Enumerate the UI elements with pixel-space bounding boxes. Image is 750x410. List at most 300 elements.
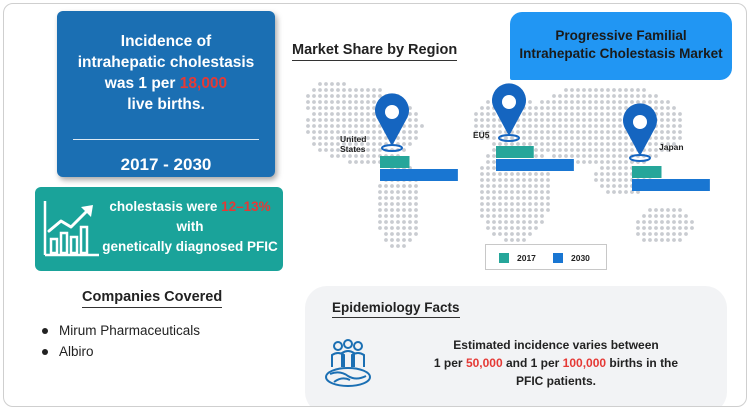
map-dot [636, 226, 640, 230]
map-dot [546, 106, 550, 110]
map-dot [594, 130, 598, 134]
map-dot [564, 94, 568, 98]
map-dot [330, 148, 334, 152]
map-dot [624, 166, 628, 170]
map-dot [624, 148, 628, 152]
epidemiology-text [388, 336, 724, 390]
map-dot [600, 88, 604, 92]
map-dot [648, 232, 652, 236]
divider [73, 139, 259, 140]
map-dot [666, 106, 670, 110]
map-dot [606, 190, 610, 194]
map-dot [366, 142, 370, 146]
map-dot [366, 106, 370, 110]
map-dot [606, 130, 610, 134]
map-dot [624, 136, 628, 140]
map-dot [522, 190, 526, 194]
map-dot [510, 172, 514, 176]
map-dot [660, 124, 664, 128]
map-dot [366, 88, 370, 92]
map-dot [498, 214, 502, 218]
map-dot [498, 202, 502, 206]
map-dot [312, 130, 316, 134]
map-dot [528, 172, 532, 176]
map-dot [540, 196, 544, 200]
map-dot [612, 136, 616, 140]
map-dot [312, 88, 316, 92]
map-dot [378, 88, 382, 92]
map-dot [618, 100, 622, 104]
map-dot [588, 154, 592, 158]
map-dot [684, 214, 688, 218]
map-dot [606, 166, 610, 170]
map-dot [546, 202, 550, 206]
map-dot [486, 154, 490, 158]
map-dot [648, 100, 652, 104]
map-dot [666, 238, 670, 242]
map-dot [384, 214, 388, 218]
chart-legend [485, 244, 607, 270]
map-dot [648, 94, 652, 98]
map-dot [570, 88, 574, 92]
map-dot [414, 214, 418, 218]
map-dot [408, 220, 412, 224]
map-dot [612, 166, 616, 170]
map-dot [618, 178, 622, 182]
map-dot [414, 220, 418, 224]
map-dot [504, 142, 508, 146]
map-dot [522, 184, 526, 188]
map-dot [672, 226, 676, 230]
map-dot [324, 148, 328, 152]
map-dot [336, 118, 340, 122]
map-dot [552, 154, 556, 158]
map-dot [516, 124, 520, 128]
map-dot [624, 94, 628, 98]
map-dot [378, 130, 382, 134]
map-dot [546, 184, 550, 188]
map-dot [534, 202, 538, 206]
map-dot [588, 148, 592, 152]
map-dot [600, 184, 604, 188]
map-dot [552, 94, 556, 98]
map-dot [480, 196, 484, 200]
map-dot [594, 172, 598, 176]
incidence-value: 18,000 [179, 75, 228, 92]
map-dot [600, 178, 604, 182]
map-dot [318, 130, 322, 134]
map-dot [564, 130, 568, 134]
map-dot [324, 94, 328, 98]
map-dot [612, 118, 616, 122]
map-dot [606, 94, 610, 98]
legend-swatch-2017 [499, 253, 509, 263]
map-dot [414, 190, 418, 194]
map-dot [324, 100, 328, 104]
map-dot [540, 106, 544, 110]
map-dot [600, 172, 604, 176]
population-icon [322, 339, 374, 389]
map-dot [516, 208, 520, 212]
map-dot [510, 214, 514, 218]
bar-japan-2030 [632, 179, 710, 191]
pfic-value: 12–13% [221, 199, 271, 214]
map-dot [378, 202, 382, 206]
map-dot [594, 106, 598, 110]
map-dot [666, 124, 670, 128]
map-dot [600, 94, 604, 98]
map-dot [630, 88, 634, 92]
map-dot [564, 154, 568, 158]
map-dot [408, 190, 412, 194]
map-dot [606, 184, 610, 188]
map-dot [588, 130, 592, 134]
map-dot [582, 124, 586, 128]
map-dot [402, 226, 406, 230]
map-dot [408, 118, 412, 122]
map-dot [636, 94, 640, 98]
map-dot [618, 142, 622, 146]
map-dot [324, 130, 328, 134]
map-dot [654, 94, 658, 98]
map-dot [546, 130, 550, 134]
map-dot [582, 100, 586, 104]
map-dot [492, 166, 496, 170]
map-dot [408, 202, 412, 206]
map-dot [600, 130, 604, 134]
map-pin-icon [623, 103, 657, 161]
map-dot [486, 184, 490, 188]
map-dot [582, 154, 586, 158]
map-dot [354, 88, 358, 92]
map-dot [348, 112, 352, 116]
bar-eu5-2030 [496, 159, 574, 171]
map-dot [570, 118, 574, 122]
map-dot [408, 184, 412, 188]
epidemiology-title: Epidemiology Facts [332, 300, 460, 318]
map-dot [636, 100, 640, 104]
map-dot [342, 112, 346, 116]
map-dot [414, 232, 418, 236]
map-dot [534, 220, 538, 224]
map-dot [540, 220, 544, 224]
map-dot [600, 160, 604, 164]
map-dot [576, 136, 580, 140]
map-dot [312, 112, 316, 116]
map-dot [534, 136, 538, 140]
company-item: Albiro [42, 343, 200, 364]
map-dot [636, 232, 640, 236]
map-dot [534, 154, 538, 158]
map-dot [366, 118, 370, 122]
map-dot [522, 232, 526, 236]
map-dot [492, 154, 496, 158]
map-dot [516, 226, 520, 230]
epi-line-2-c: and 1 per [502, 356, 563, 370]
map-dot [618, 154, 622, 158]
map-dot [372, 130, 376, 134]
map-dot [540, 100, 544, 104]
map-dot [612, 88, 616, 92]
map-dot [486, 208, 490, 212]
map-dot [384, 190, 388, 194]
map-dot [336, 82, 340, 86]
map-dot [558, 130, 562, 134]
map-dot [666, 100, 670, 104]
map-dot [378, 220, 382, 224]
map-dot [498, 172, 502, 176]
map-dot [324, 124, 328, 128]
map-dot [654, 100, 658, 104]
map-dot [492, 130, 496, 134]
map-dot [528, 100, 532, 104]
map-dot [624, 100, 628, 104]
map-dot [480, 190, 484, 194]
map-dot [396, 184, 400, 188]
map-dot [540, 136, 544, 140]
map-dot [678, 124, 682, 128]
map-dot [408, 136, 412, 140]
map-dot [480, 178, 484, 182]
map-dot [396, 220, 400, 224]
map-dot [666, 208, 670, 212]
map-dot [654, 142, 658, 146]
map-dot [342, 82, 346, 86]
map-dot [504, 178, 508, 182]
map-dot [672, 208, 676, 212]
map-dot [672, 214, 676, 218]
map-dot [612, 190, 616, 194]
map-dot [576, 148, 580, 152]
pfic-line-2: with [176, 219, 204, 234]
map-dot [618, 94, 622, 98]
map-dot [504, 232, 508, 236]
map-dot [402, 244, 406, 248]
map-dot [672, 232, 676, 236]
map-dot [354, 94, 358, 98]
map-dot [318, 136, 322, 140]
map-dot [660, 220, 664, 224]
map-dot [408, 238, 412, 242]
epi-line-2 [388, 354, 724, 372]
map-dot [528, 196, 532, 200]
map-dot [672, 118, 676, 122]
map-dot [540, 184, 544, 188]
map-dot [330, 82, 334, 86]
map-dot [618, 124, 622, 128]
map-dot [534, 106, 538, 110]
map-dot [324, 142, 328, 146]
map-dot [546, 136, 550, 140]
map-dot [606, 148, 610, 152]
map-dot [678, 238, 682, 242]
map-dot [612, 112, 616, 116]
map-dot [666, 118, 670, 122]
map-dot [492, 202, 496, 206]
map-dot [588, 112, 592, 116]
map-dot [414, 118, 418, 122]
map-dot [354, 100, 358, 104]
map-dot [306, 130, 310, 134]
map-dot [612, 172, 616, 176]
map-dot [522, 178, 526, 182]
map-dot [378, 196, 382, 200]
map-dot [540, 118, 544, 122]
map-dot [594, 154, 598, 158]
map-dot [642, 94, 646, 98]
company-item: Mirum Pharmaceuticals [42, 322, 200, 343]
map-dot [672, 124, 676, 128]
map-dot [330, 88, 334, 92]
map-dot [414, 124, 418, 128]
map-dot [582, 148, 586, 152]
map-dot [594, 178, 598, 182]
incidence-line-1: Incidence of [120, 33, 212, 50]
map-dot [372, 124, 376, 128]
map-dot [510, 196, 514, 200]
map-dot [420, 124, 424, 128]
map-dot [576, 160, 580, 164]
map-dot [486, 112, 490, 116]
map-dot [534, 208, 538, 212]
map-dot [318, 118, 322, 122]
map-dot [612, 94, 616, 98]
map-dot [348, 160, 352, 164]
map-dot [684, 220, 688, 224]
map-dot [660, 238, 664, 242]
map-dot [534, 112, 538, 116]
map-dot [318, 88, 322, 92]
map-dot [600, 118, 604, 122]
map-dot [402, 220, 406, 224]
map-dot [594, 94, 598, 98]
map-dot [522, 118, 526, 122]
map-dot [402, 130, 406, 134]
map-dot [492, 160, 496, 164]
map-dot [306, 106, 310, 110]
map-dot [354, 112, 358, 116]
map-dot [486, 178, 490, 182]
map-dot [492, 124, 496, 128]
map-dot [678, 112, 682, 116]
map-dot [342, 106, 346, 110]
map-dot [660, 118, 664, 122]
map-dot [612, 160, 616, 164]
map-dot [408, 124, 412, 128]
map-dot [414, 184, 418, 188]
map-dot [666, 232, 670, 236]
map-dot [564, 142, 568, 146]
map-dot [396, 238, 400, 242]
map-dot [516, 184, 520, 188]
map-dot [516, 232, 520, 236]
year-range: 2017 - 2030 [120, 155, 212, 174]
map-dot [654, 130, 658, 134]
map-dot [378, 214, 382, 218]
map-dot [534, 118, 538, 122]
map-dot [588, 106, 592, 110]
map-dot [330, 112, 334, 116]
map-dot [522, 136, 526, 140]
map-dot [612, 106, 616, 110]
map-dot [624, 172, 628, 176]
map-dot [372, 154, 376, 158]
map-dot [546, 172, 550, 176]
map-dot [570, 136, 574, 140]
map-dot [654, 220, 658, 224]
map-dot [678, 226, 682, 230]
map-dot [552, 106, 556, 110]
map-dot [606, 172, 610, 176]
map-dot [606, 142, 610, 146]
map-dot [678, 220, 682, 224]
map-dot [642, 214, 646, 218]
map-dot [648, 148, 652, 152]
map-dot [618, 190, 622, 194]
map-dot [414, 136, 418, 140]
map-dot [624, 154, 628, 158]
map-dot [312, 100, 316, 104]
map-dot [330, 130, 334, 134]
map-dot [318, 106, 322, 110]
map-dot [540, 154, 544, 158]
legend-label-2030: 2030 [571, 253, 590, 263]
map-dot [504, 220, 508, 224]
map-dot [558, 154, 562, 158]
map-dot [570, 106, 574, 110]
map-dot [654, 154, 658, 158]
map-dot [654, 226, 658, 230]
map-dot [372, 136, 376, 140]
map-dot [402, 238, 406, 242]
map-dot [672, 220, 676, 224]
map-dot [660, 130, 664, 134]
map-dot [408, 130, 412, 134]
map-dot [414, 112, 418, 116]
map-dot [480, 202, 484, 206]
map-dot [654, 106, 658, 110]
map-dot [540, 178, 544, 182]
map-dot [498, 232, 502, 236]
map-dot [546, 208, 550, 212]
map-dot [402, 190, 406, 194]
map-dot [600, 166, 604, 170]
map-dot [594, 112, 598, 116]
legend-item-2030 [553, 252, 590, 264]
map-dot [618, 106, 622, 110]
map-dot [330, 118, 334, 122]
incidence-line-3 [65, 73, 267, 94]
map-dot [660, 226, 664, 230]
map-dot [528, 178, 532, 182]
map-dot [678, 208, 682, 212]
map-dot [582, 88, 586, 92]
map-dot [348, 154, 352, 158]
map-dot [336, 94, 340, 98]
map-dot [594, 88, 598, 92]
map-dot [504, 208, 508, 212]
map-dot [342, 154, 346, 158]
map-dot [396, 190, 400, 194]
map-dot [480, 124, 484, 128]
map-dot [522, 238, 526, 242]
map-dot [360, 160, 364, 164]
map-dot [570, 154, 574, 158]
map-dot [510, 232, 514, 236]
map-dot [678, 136, 682, 140]
map-dot [504, 136, 508, 140]
map-dot [318, 100, 322, 104]
